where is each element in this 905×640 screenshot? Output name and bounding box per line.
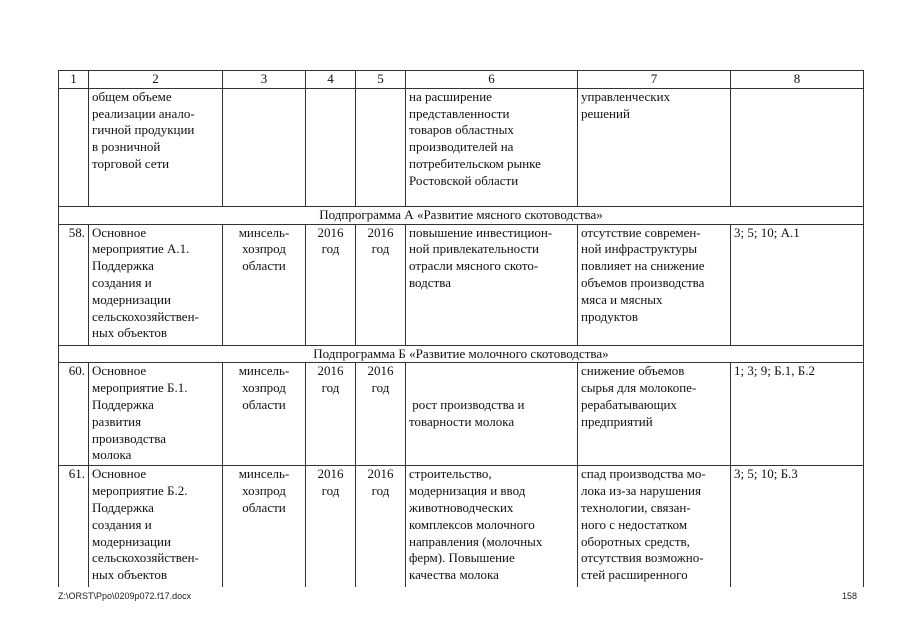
row-number-cell: 61. [59,466,89,587]
result-cell: на расширение представленности товаров областных производителей на потребительском рынке Ростовской области [406,88,578,206]
row-number-cell [59,88,89,206]
measure-cell: Основное мероприятие Б.1. Поддержка развития производства молока [89,363,223,466]
subprogram-title: Подпрограмма Б «Развитие молочного скотоводства» [59,345,864,363]
measure-cell: Основное мероприятие Б.2. Поддержка создания и модернизации сельскохозяйствен- ных объектов [89,466,223,587]
result-cell: повышение инвестицион- ной привлекательности отрасли мясного ското- водства [406,224,578,345]
header-cell: 7 [578,71,731,89]
header-cell: 6 [406,71,578,89]
end-cell [356,88,406,206]
program-table [58,70,864,587]
table-row [59,363,864,466]
executor-cell: минсель- хозпрод области [223,363,306,466]
header-cell: 1 [59,71,89,89]
end-cell: 2016 год [356,466,406,587]
consequence-cell: управленческих решений [578,88,731,206]
end-cell: 2016 год [356,224,406,345]
header-cell: 3 [223,71,306,89]
link-cell: 3; 5; 10; А.1 [731,224,864,345]
link-cell: 3; 5; 10; Б.3 [731,466,864,587]
table-row [59,224,864,345]
page-number: 158 [841,591,857,601]
end-cell: 2016 год [356,363,406,466]
start-cell: 2016 год [306,224,356,345]
measure-cell: Основное мероприятие А.1. Поддержка создания и модернизации сельскохозяйствен- ных объектов [89,224,223,345]
table-header-row [59,71,864,89]
header-cell: 2 [89,71,223,89]
start-cell [306,88,356,206]
consequence-cell: спад производства мо- лока из-за нарушения технологии, связан- ного с недостатком оборотных средств, отсутствия возможно- стей расширенного [578,466,731,587]
row-number-cell: 60. [59,363,89,466]
result-cell: рост производства и товарности молока [406,363,578,466]
subprogram-title: Подпрограмма А «Развитие мясного скотоводства» [59,206,864,224]
subprogram-row [59,345,864,363]
footer-file-path: Z:\ORST\Ppo\0209p072.f17.docx [58,591,192,601]
header-cell: 8 [731,71,864,89]
result-cell: строительство, модернизация и ввод животноводческих комплексов молочного направления (молочных ферм). Повышение качества молока [406,466,578,587]
executor-cell: минсель- хозпрод области [223,224,306,345]
executor-cell [223,88,306,206]
table-row [59,466,864,587]
start-cell: 2016 год [306,363,356,466]
consequence-cell: отсутствие современ- ной инфраструктуры повлияет на снижение объемов производства мяса и мясных продуктов [578,224,731,345]
consequence-cell: снижение объемов сырья для молокопе- рерабатывающих предприятий [578,363,731,466]
table-row [59,88,864,206]
executor-cell: минсель- хозпрод области [223,466,306,587]
measure-cell: общем объеме реализации анало- гичной продукции в розничной торговой сети [89,88,223,206]
start-cell: 2016 год [306,466,356,587]
header-cell: 5 [356,71,406,89]
link-cell: 1; 3; 9; Б.1, Б.2 [731,363,864,466]
link-cell [731,88,864,206]
header-cell: 4 [306,71,356,89]
row-number-cell: 58. [59,224,89,345]
subprogram-row [59,206,864,224]
